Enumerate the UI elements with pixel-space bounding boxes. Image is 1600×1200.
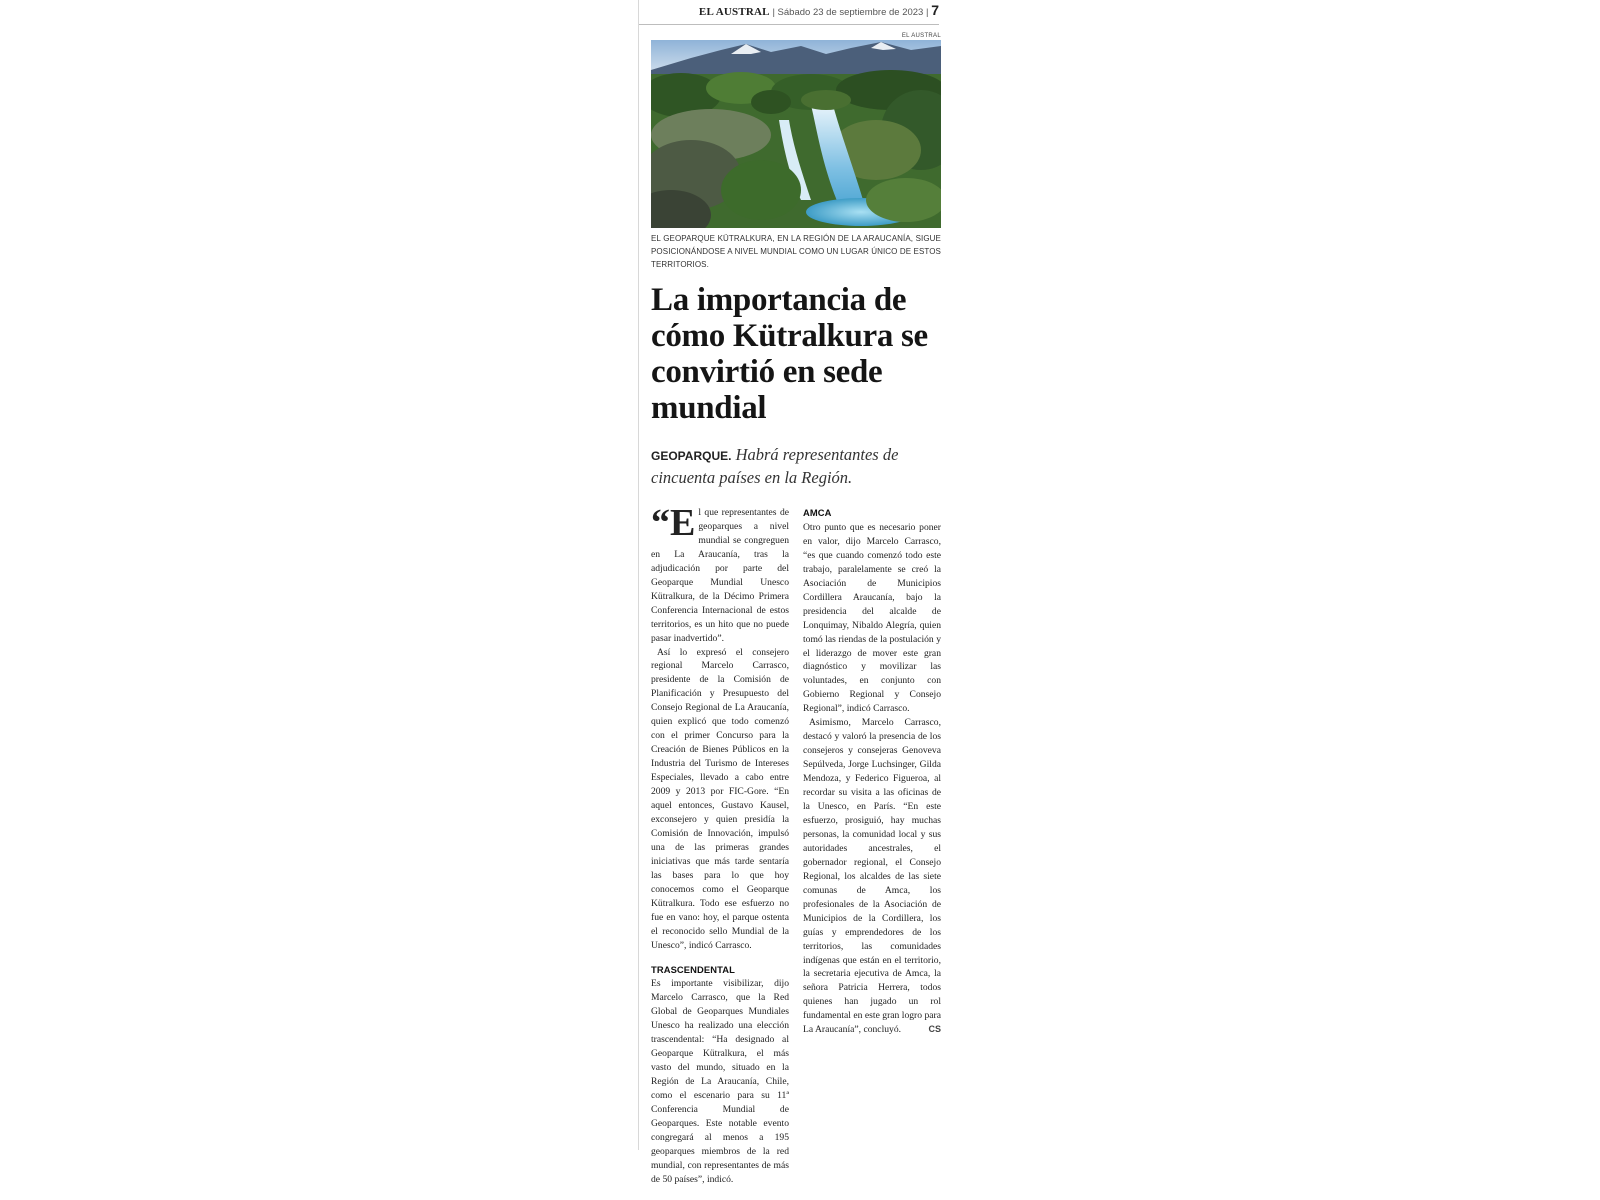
paragraph-1-text: l que representantes de geoparques a nivel mundial se congreguen en La Araucanía, tras la adjudicación por parte del Geoparque Mundial Unesco Kütralkura, de la Décimo Primera Conferencia Internacional de estos territorios, es un hito que no puede pasar inadvertido”. [651,507,789,644]
paragraph-5 [803,716,941,1037]
deck-text: Habrá representantes de cincuenta países en la Región. [651,445,899,487]
paragraph-3: Es importante visibilizar, dijo Marcelo Carrasco, que la Red Global de Geoparques Mundiales Unesco ha realizado una elección trascendental: “Ha designado al Geoparque Kütralkura, el más vasto del mundo, situado en la Región de La Araucanía, Chile, como el escenario para su 11ª Conferencia Mundial de Geoparques. Este notable evento congregará al menos a 195 geoparques miembros de la red mundial, con representantes de más de 50 países”, indicó. [651,978,789,1185]
publication-date: | Sábado 23 de septiembre de 2023 | [772,7,929,18]
headline: La importancia de cómo Kütralkura se convirtió en sede mundial [651,282,928,426]
page-number: 7 [931,2,939,18]
newspaper-page [638,0,945,1185]
deck-kicker: GEOPARQUE. [651,449,732,463]
paragraph-4: Otro punto que es necesario poner en valor, dijo Marcelo Carrasco, “es que cuando comenzó todo este trabajo, paralelamente se creó la Asociación de Municipios Cordillera Araucanía, bajo la presidencia del alcalde de Lonquimay, Nibaldo Alegría, quien tomó las riendas de la postulación y el liderazgo de mover este gran diagnóstico y movilizar las voluntades, en conjunto con Gobierno Regional y Consejo Regional”, indicó Carrasco. [803,521,941,715]
article-column-1 [651,502,789,1187]
subhead-trascendental: TRASCENDENTAL [651,963,735,975]
masthead [639,2,939,25]
paragraph-5-text: Asimismo, Marcelo Carrasco, destacó y valoró la presencia de los consejeros y consejeras Genoveva Sepúlveda, Jorge Luchsinger, Gilda Mendoza, y Federico Figueroa, al recordar su visita a las oficinas de la Unesco, en París. “En este esfuerzo, prosiguió, hay muchas personas, la comunidad local y sus autoridades ancestrales, el gobernador regional, el Consejo Regional, los alcaldes de las siete comunas de Amca, los profesionales de la Asociación de Municipios de la Cordillera, los guías y emprendedores de los territorios, las comunidades indígenas que están en el territorio, la secretaria ejecutiva de Amca, la señora Patricia Herrera, todos quienes han jugado un rol fundamental en este gran logro para La Araucanía”, concluyó. [803,717,941,1036]
paragraph-1 [651,502,789,646]
article-column-2 [803,506,941,1037]
photo-caption: EL GEOPARQUE KÜTRALKURA, EN LA REGIÓN DE LA ARAUCANÍA, SIGUE POSICIONÁNDOSE A NIVEL MUNDIAL COMO UN LUGAR ÚNICO DE ESTOS TERRITORIOS. [651,234,941,269]
waterfall-landscape-image [651,40,941,228]
subhead-amca: AMCA [803,507,832,518]
photo-credit: EL AUSTRAL [901,33,941,39]
waterfall-photo [651,40,941,228]
newspaper-name: EL AUSTRAL [698,6,770,18]
end-mark: CS [928,1024,941,1035]
drop-cap: “E [651,502,696,544]
deck [651,444,943,488]
paragraph-2: Así lo expresó el consejero regional Marcelo Carrasco, presidente de la Comisión de Planificación y Presupuesto del Consejo Regional de La Araucanía, quien explicó que todo comenzó con el primer Concurso para la Creación de Bienes Públicos en la Industria del Turismo de Intereses Especiales, llevado a cabo entre 2009 y 2013 por FIC-Gore. “En aquel entonces, Gustavo Kausel, exconsejero y quien presidía la Comisión de Innovación, impulsó una de las primeras grandes iniciativas que más tarde sentaría las bases para lo que hoy conocemos como el Geoparque Kütralkura. Todo ese esfuerzo no fue en vano: hoy, el parque ostenta el reconocido sello Mundial de la Unesco”, indicó Carrasco. [651,646,789,951]
